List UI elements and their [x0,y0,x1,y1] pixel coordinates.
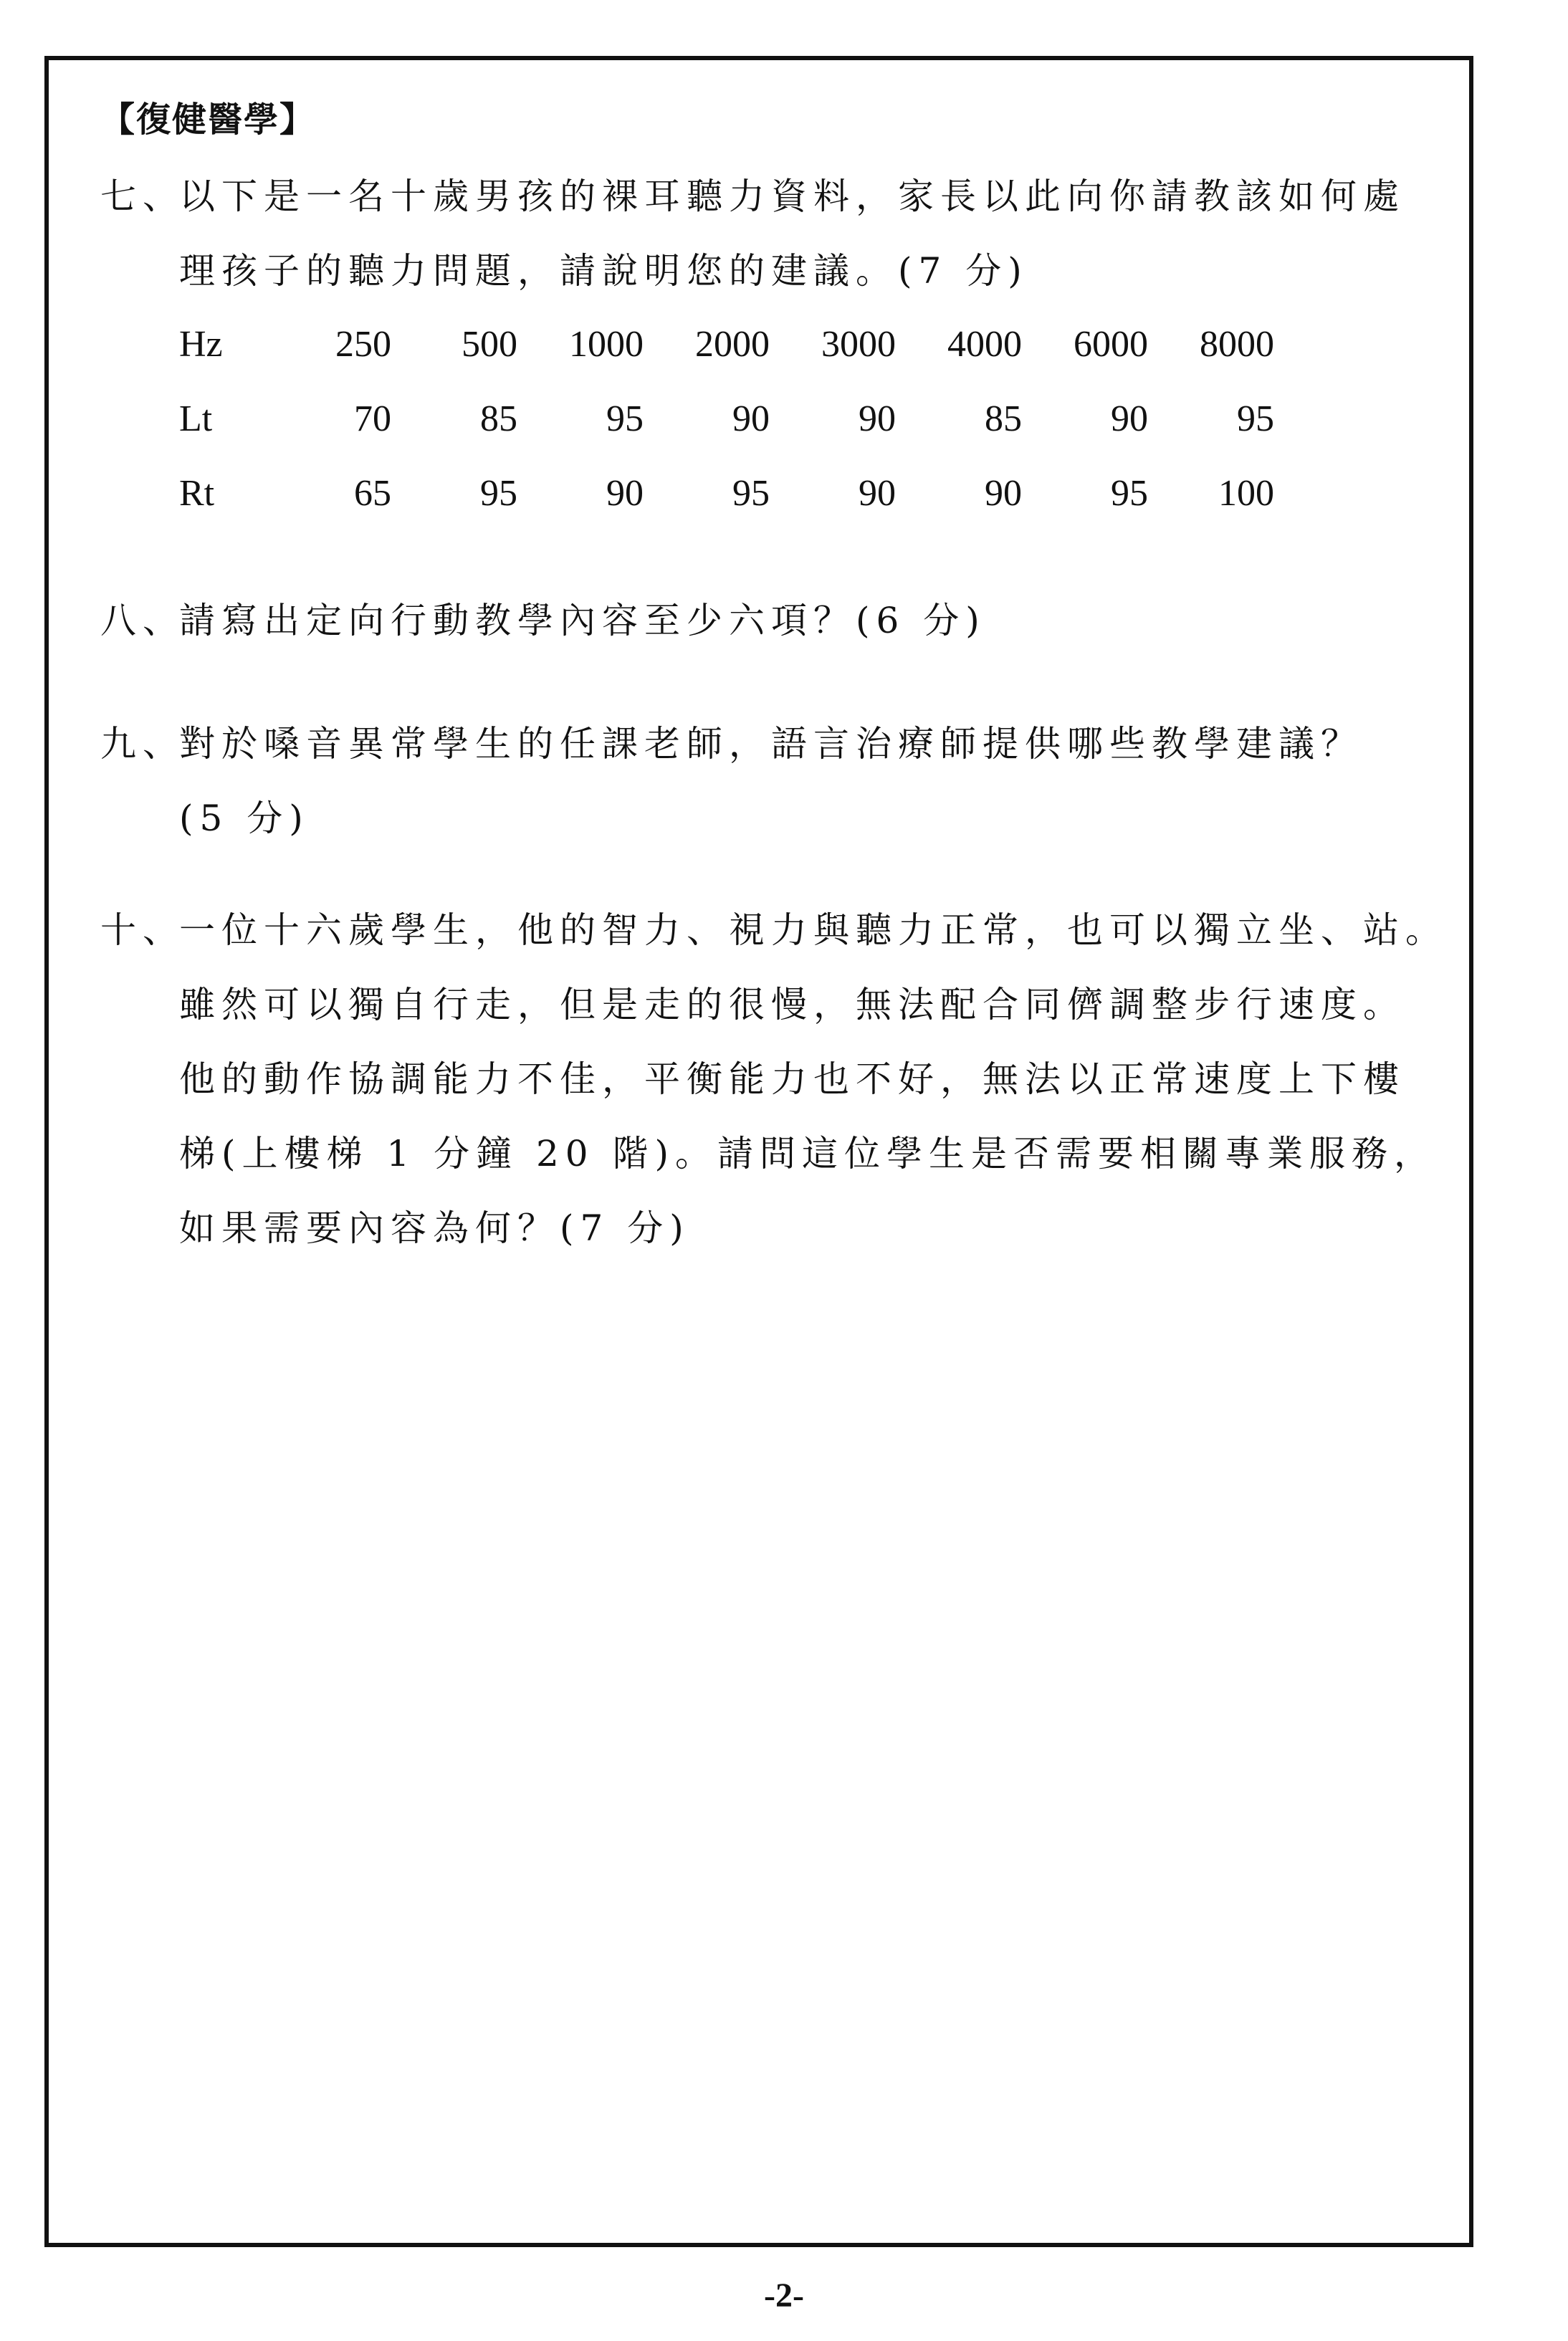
question-text-line: 對於嗓音異常學生的任課老師，語言治療師提供哪些教學建議？ [179,723,1363,765]
table-cell: 70 [354,398,391,439]
table-row-label: Rt [179,472,215,514]
table-cell: 90 [1111,398,1148,439]
page-number: -2- [764,2277,804,2314]
table-row-label: Lt [179,398,213,439]
hearing-data-table [179,307,1274,530]
table-cell: 95 [480,472,517,514]
table-cell: 90 [606,472,644,514]
question-number: 九、 [100,723,185,765]
question-number: 八、 [100,600,185,641]
table-cell: 1000 [569,323,644,365]
table-cell: 3000 [821,323,896,365]
table-cell: 6000 [1074,323,1148,365]
question-text-line: 雖然可以獨自行走，但是走的很慢，無法配合同儕調整步行速度。 [179,984,1405,1025]
question-text-line: 理孩子的聽力問題，請說明您的建議。(7 分) [179,250,1028,292]
question-text-line: 梯(上樓梯 1 分鐘 20 階)。請問這位學生是否需要相關專業服務， [179,1133,1437,1174]
table-row [179,307,1274,381]
table-cell: 250 [335,323,391,365]
question-text-line: 以下是一名十歲男孩的裸耳聽力資料，家長以此向你請教該如何處 [179,176,1405,217]
question-number: 十、 [100,909,185,951]
table-cell: 2000 [695,323,770,365]
table-cell: 90 [859,472,896,514]
table-row [179,381,1274,456]
question-10 [100,893,1448,1265]
table-cell: 90 [985,472,1022,514]
question-text-line: 一位十六歲學生，他的智力、視力與聽力正常，也可以獨立坐、站。 [179,909,1448,951]
table-cell: 90 [859,398,896,439]
question-8 [100,583,986,658]
section-title: 【復健醫學】 [100,100,316,140]
table-cell: 90 [732,398,770,439]
question-number: 七、 [100,176,185,217]
question-text-line: 他的動作協調能力不佳，平衡能力也不好，無法以正常速度上下樓 [179,1058,1405,1100]
table-header-label: Hz [179,323,223,365]
table-cell: 95 [606,398,644,439]
table-cell: 100 [1218,472,1274,514]
question-7 [100,159,1405,308]
table-cell: 95 [1111,472,1148,514]
table-cell: 85 [480,398,517,439]
table-cell: 4000 [947,323,1022,365]
table-cell: 500 [462,323,517,365]
table-row [179,456,1274,530]
table-cell: 95 [732,472,770,514]
question-9 [100,707,1363,856]
table-cell: 95 [1237,398,1274,439]
question-text-line: (5 分) [179,798,310,839]
table-cell: 8000 [1200,323,1274,365]
question-text-line: 請寫出定向行動教學內容至少六項？(6 分) [179,600,986,641]
table-cell: 85 [985,398,1022,439]
table-cell: 65 [354,472,391,514]
question-text-line: 如果需要內容為何？(7 分) [179,1207,690,1249]
